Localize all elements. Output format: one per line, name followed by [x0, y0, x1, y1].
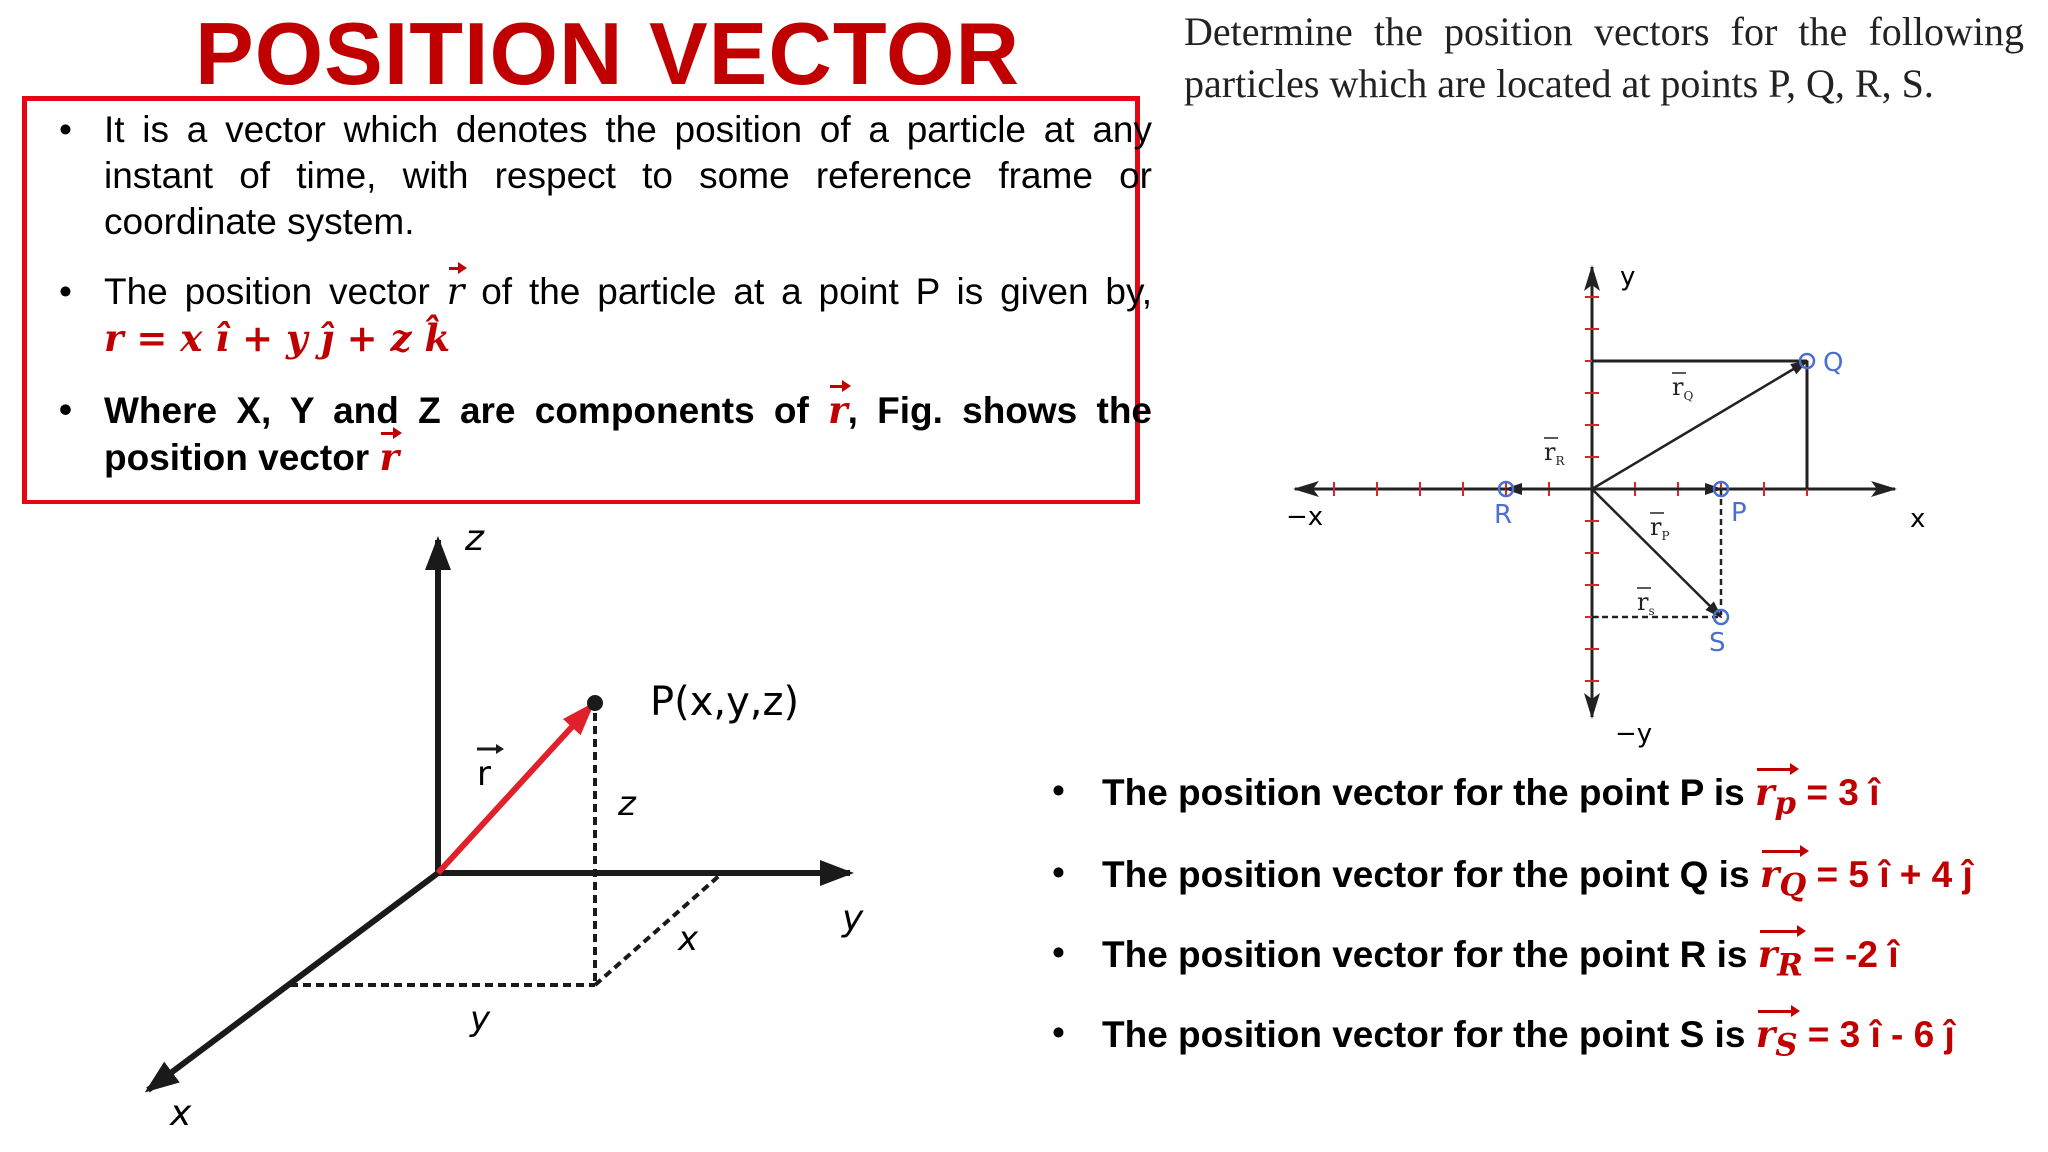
bullet-dot: •: [1052, 932, 1065, 973]
bullet-dot: •: [59, 109, 72, 150]
bullet-3-rest: , Fig. shows the position vector: [104, 390, 1152, 478]
answer-value: = 3 î - 6 ĵ: [1807, 1014, 1955, 1055]
bullet-2-text: The position vector: [104, 271, 430, 312]
answer-value: = 3 î: [1806, 772, 1880, 813]
plane-group: [1295, 267, 1895, 717]
x-axis-label: x: [170, 1093, 192, 1134]
r-vector-symbol: $r_S$: [1755, 1012, 1798, 1064]
bullet-dot: •: [1052, 852, 1065, 893]
position-vector-3d-figure: [130, 515, 880, 1135]
vector-q: [1592, 361, 1807, 489]
x-projection-line: [595, 875, 720, 985]
r-vector-symbol: r: [446, 270, 465, 313]
y-axis-label: y: [1620, 262, 1636, 292]
r-vector-symbol: r: [828, 388, 848, 432]
vector-s: [1592, 489, 1721, 617]
r-vector-symbol: $r_p$: [1755, 770, 1797, 822]
point-s-label: S: [1709, 628, 1726, 658]
z-component-label: z: [618, 784, 636, 824]
y-component-label: y: [470, 999, 491, 1039]
bullet-dot: •: [1052, 770, 1065, 811]
answer-value: = 5 î + 4 ĵ: [1816, 854, 1973, 895]
page-title: POSITION VECTOR: [195, 4, 1021, 103]
answer-value: = -2 î: [1813, 934, 1899, 975]
bullet-dot: •: [1052, 1012, 1065, 1053]
vector-r-label: $r_R$: [1544, 438, 1565, 468]
position-vector-formula: r = x î + y ĵ + z k̂: [104, 316, 451, 360]
bullet-2-rest: of the particle at a point P is given by,: [481, 271, 1153, 312]
bullet-3-text: Where X, Y and Z are components of: [104, 390, 809, 431]
vector-s-label: $r_s$: [1637, 588, 1655, 618]
vector-p-label: $r_P$: [1650, 513, 1670, 543]
r-vector-symbol: $r_R$: [1757, 932, 1803, 984]
y-axis-label: y: [842, 898, 864, 939]
point-p-label: P: [1731, 498, 1747, 528]
answer-text: The position vector for the point R is: [1102, 934, 1748, 975]
neg-y-axis-label: −y: [1615, 719, 1653, 749]
coordinate-plane-figure: [1280, 255, 1940, 755]
neg-x-axis-label: −x: [1286, 502, 1324, 532]
answer-text: The position vector for the point P is: [1102, 772, 1745, 813]
bullet-dot: •: [59, 271, 72, 312]
question-text: Determine the position vectors for the following particles which are located at points P, Q, R, S.: [1184, 9, 2024, 106]
x-axis-label: x: [1910, 504, 1926, 534]
r-vector-symbol: r: [379, 435, 399, 479]
x-component-label: x: [678, 919, 699, 959]
vector-q-label: $r_Q$: [1672, 373, 1694, 403]
point-q-label: Q: [1823, 348, 1844, 378]
point-r-label: R: [1494, 500, 1513, 530]
point-p-label: P(x,y,z): [650, 679, 800, 725]
r-vector-symbol: $r_Q$: [1759, 852, 1807, 904]
answer-text: The position vector for the point S is: [1102, 1014, 1746, 1055]
bullet-text: [104, 269, 1152, 315]
bullet-text: It is a vector which denotes the position of a particle at any instant of time, with respect to some reference frame or coordinate system.: [104, 109, 1152, 242]
bullet-dot: •: [59, 389, 72, 430]
vector-r-label: r: [477, 754, 491, 794]
definition-box: [22, 96, 1153, 504]
bullet-text: [104, 387, 1152, 481]
answer-text: The position vector for the point Q is: [1102, 854, 1750, 895]
position-vector-arrow: [438, 705, 592, 873]
z-axis-label: z: [465, 518, 484, 559]
point-p-marker: [587, 695, 603, 711]
x-axis: [148, 873, 438, 1090]
